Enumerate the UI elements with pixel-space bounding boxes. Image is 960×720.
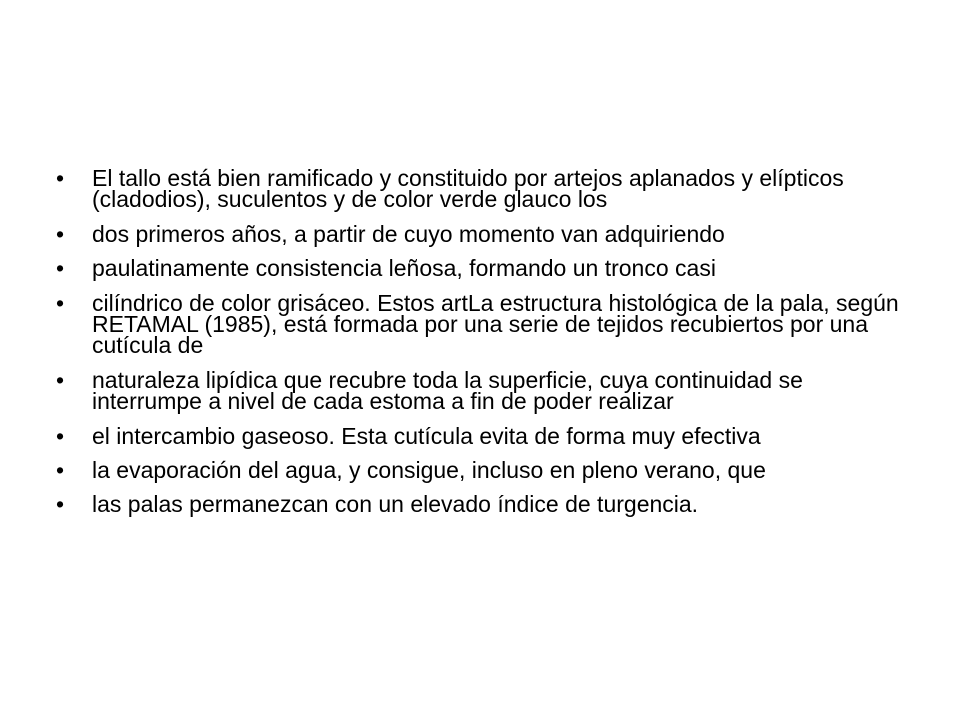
bullet-text: cilíndrico de color grisáceo. Estos artLa estructura histológica de la pala, según RETAMAL (1985), está formada por una serie de tejidos recubiertos por una cutícula de [92,289,899,359]
bullet-text: naturaleza lipídica que recubre toda la superficie, cuya continuidad se interrumpe a nivel de cada estoma a fin de poder realizar [92,366,803,415]
bullet-icon: • [56,255,65,282]
bullet-icon: • [56,457,65,484]
list-item [56,255,906,282]
list-item [56,491,906,518]
bullet-icon: • [56,165,65,191]
list-item [56,220,906,247]
bullet-list [56,165,906,529]
bullet-text: El tallo está bien ramificado y constituido por artejos aplanados y elípticos (cladodios), suculentos y de color verde glauco los [92,165,844,213]
list-item [56,422,906,449]
bullet-text: dos primeros años, a partir de cuyo momento van adquiriendo [92,220,725,247]
list-item [56,366,906,415]
list-item [56,457,906,484]
bullet-icon: • [56,220,65,247]
bullet-icon: • [56,491,65,518]
bullet-icon: • [56,289,65,316]
list-item [56,289,906,359]
bullet-text: la evaporación del agua, y consigue, incluso en pleno verano, que [92,457,766,484]
list-item [56,165,906,213]
bullet-text: el intercambio gaseoso. Esta cutícula evita de forma muy efectiva [92,422,761,449]
bullet-text: paulatinamente consistencia leñosa, formando un tronco casi [92,255,716,282]
bullet-text: las palas permanezcan con un elevado índice de turgencia. [92,491,699,518]
bullet-icon: • [56,366,65,393]
bullet-icon: • [56,422,65,449]
